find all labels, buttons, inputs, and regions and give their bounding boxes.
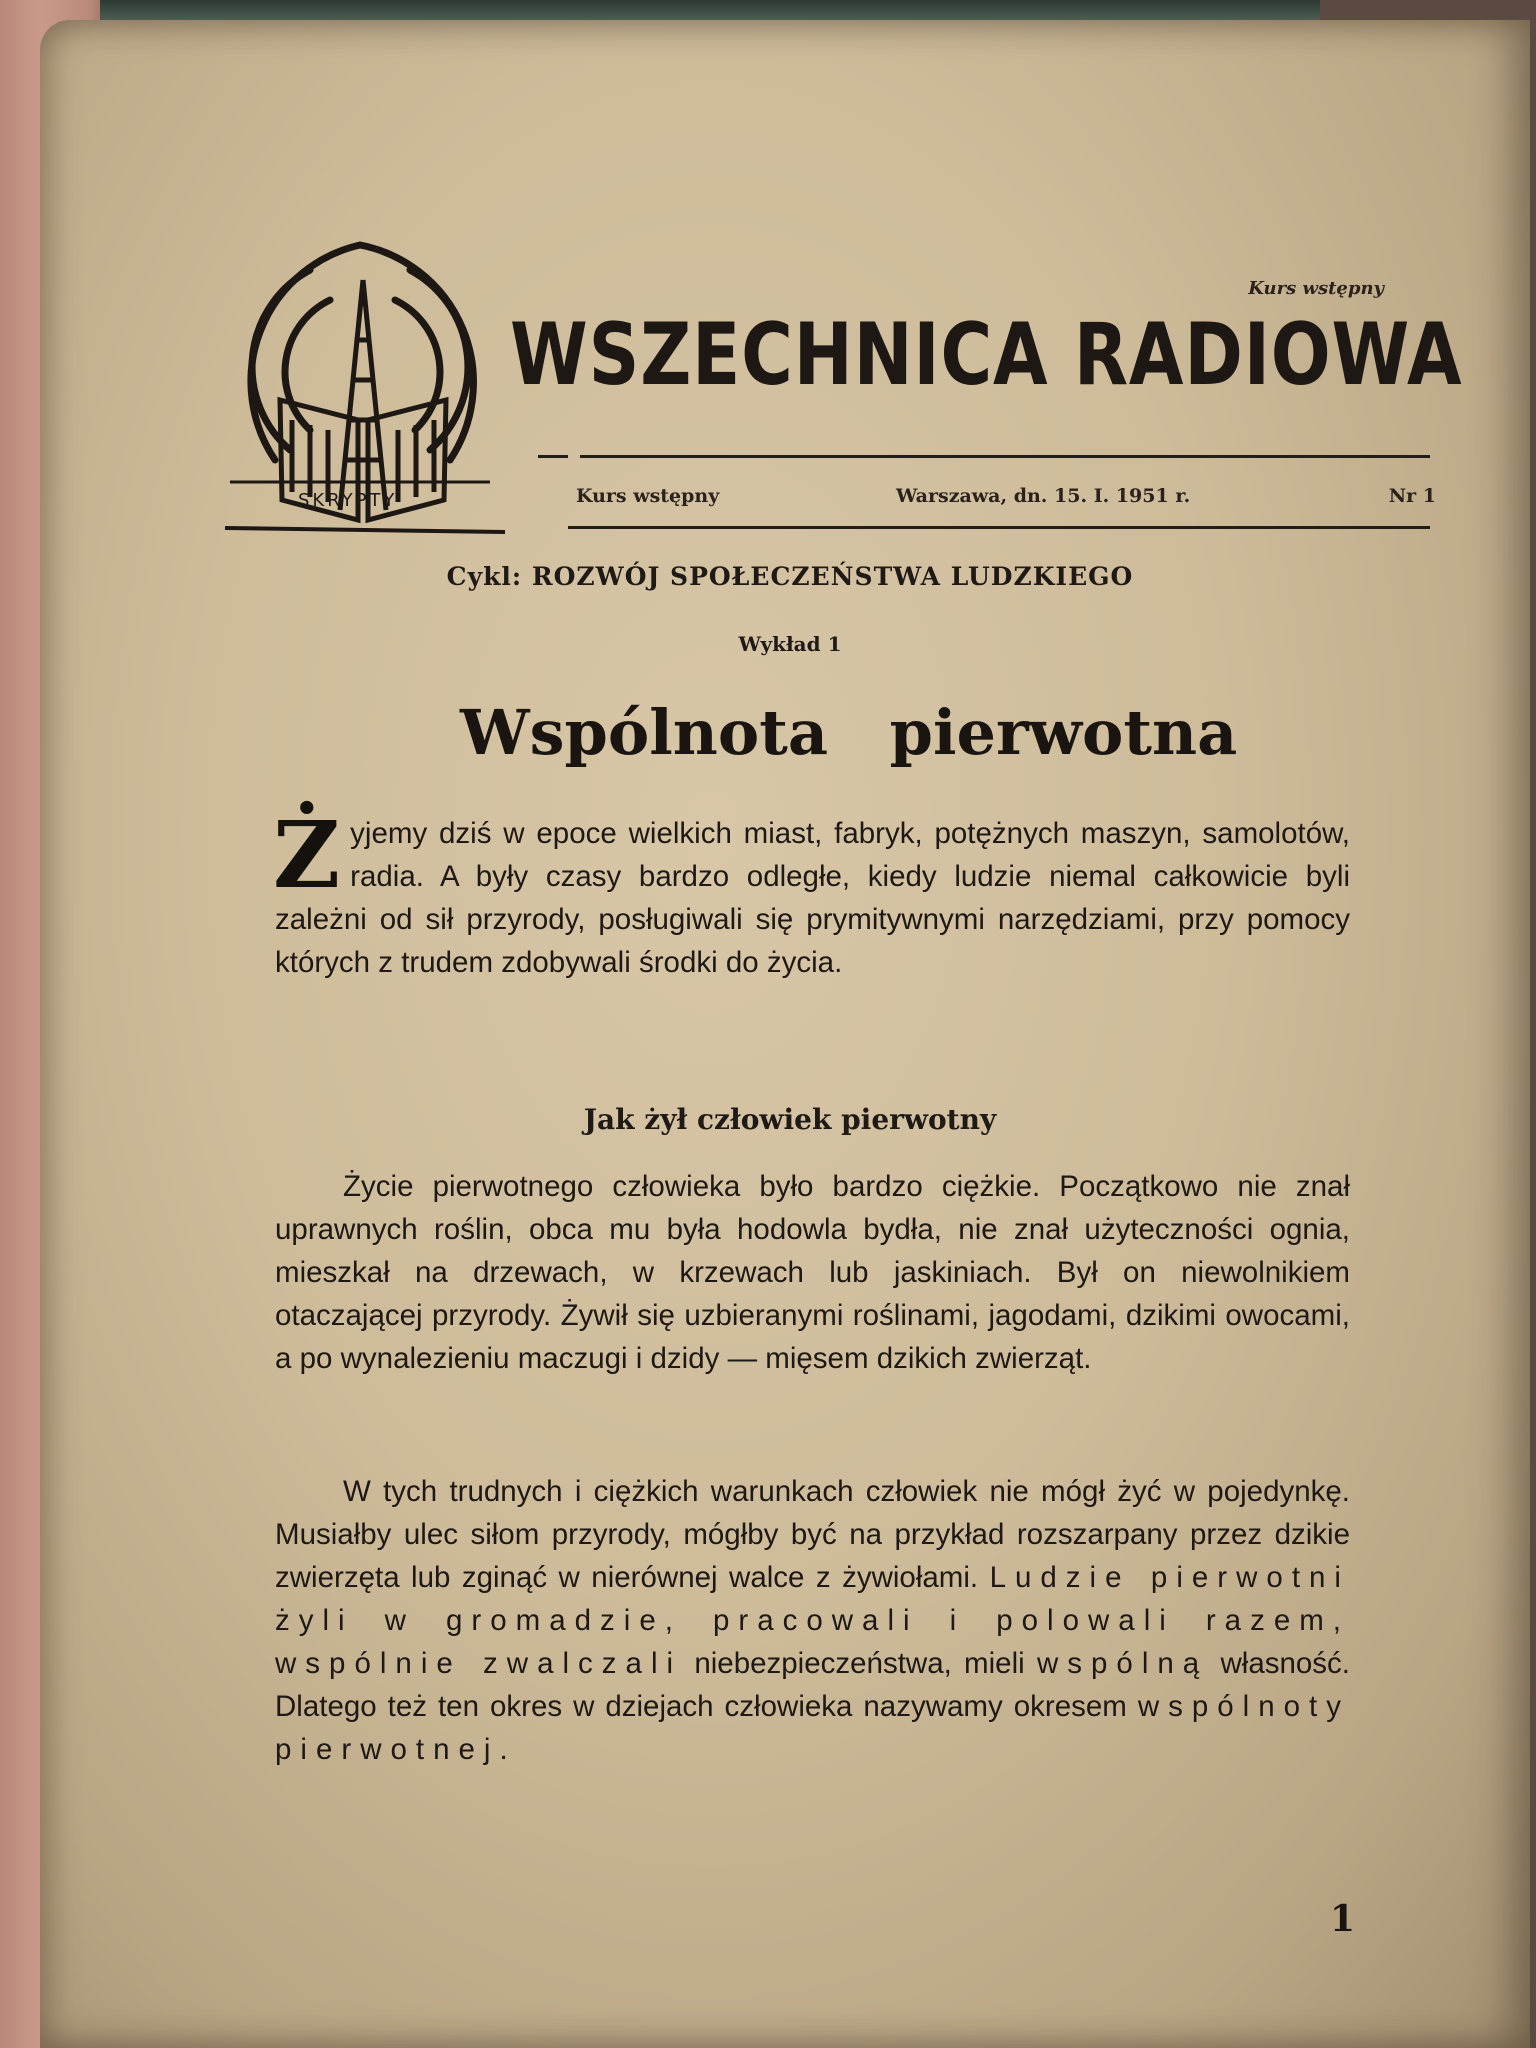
page-number: 1 [1330,1898,1356,1940]
paragraph-2-text: niebezpieczeństwa, mieli [682,1647,1037,1680]
header-rule-bottom [568,526,1430,529]
header-rule-dash [538,455,568,458]
paragraph-1: Życie pierwotnego człowieka było bardzo ciężkie. Początkowo nie znał uprawnych roślin, obca mu była hodowla bydła, nie znał użyteczności ognia, mieszkał na drzewach, w krzewach lub jaskiniach. Był on niewolnikiem otaczającej przyrody. Żywił się uzbieranymi roślinami, jagodami, dzikimi owocami, a po wynalezieniu maczugi i dzidy — mięsem dzikich zwierząt. [275,1170,1350,1375]
masthead-title: WSZECHNICA RADIOWA [510,305,1463,405]
paragraph-2-text: W tych trudnych i ciężkich warunkach człowiek nie mógł żyć w pojedynkę. Musiałby ulec siłom przyrody, mógłby być na przykład rozszarpany przez dzikie zwierzęta lub zginąć w nierównej walce z żywiołami. [275,1475,1350,1594]
paragraph-2 [275,1470,1350,1771]
issue-number: Nr 1 [1388,485,1436,507]
document-page [40,20,1530,2048]
course-label: Kurs wstępny [576,485,720,507]
paragraph-2-text: . [499,1733,508,1766]
intro-text: yjemy dziś w epoce wielkich miast, fabryk, potężnych maszyn, samolotów, radia. A były czasy bardzo odległe, kiedy ludzie niemal całkowicie byli zależni od sił przyrody, posługiwali się prymitywnymi narzędziami, przy pomocy których z trudem zdobywali środki do życia. [275,817,1350,979]
logo-caption: SKRYPTY [298,490,398,511]
drop-cap: Ż [273,801,341,909]
page-title: Wspólnota pierwotna [460,696,1238,769]
emphasis-text: Ludzie pierwotni żyli w gromadzie, pracowali i polowali razem, wspólnie zwalczali [275,1561,1350,1680]
lecture-number: Wykład 1 [738,632,842,656]
paragraph-2-text: własność. Dlatego też ten okres w dziejach człowieka nazywamy okresem [275,1647,1350,1723]
emphasis-text: wspólną [1036,1647,1209,1680]
cycle-heading: Cykl: ROZWÓJ SPOŁECZEŃSTWA LUDZKIEGO [446,562,1134,591]
emphasis-text: wspólnoty pierwotnej [275,1690,1350,1766]
issue-date: Warszawa, dn. 15. I. 1951 r. [896,485,1191,507]
header-rule-top [580,455,1430,458]
course-label-top: Kurs wstępny [1248,278,1384,299]
section-heading: Jak żył człowiek pierwotny [583,1103,997,1136]
intro-paragraph [273,801,1350,984]
